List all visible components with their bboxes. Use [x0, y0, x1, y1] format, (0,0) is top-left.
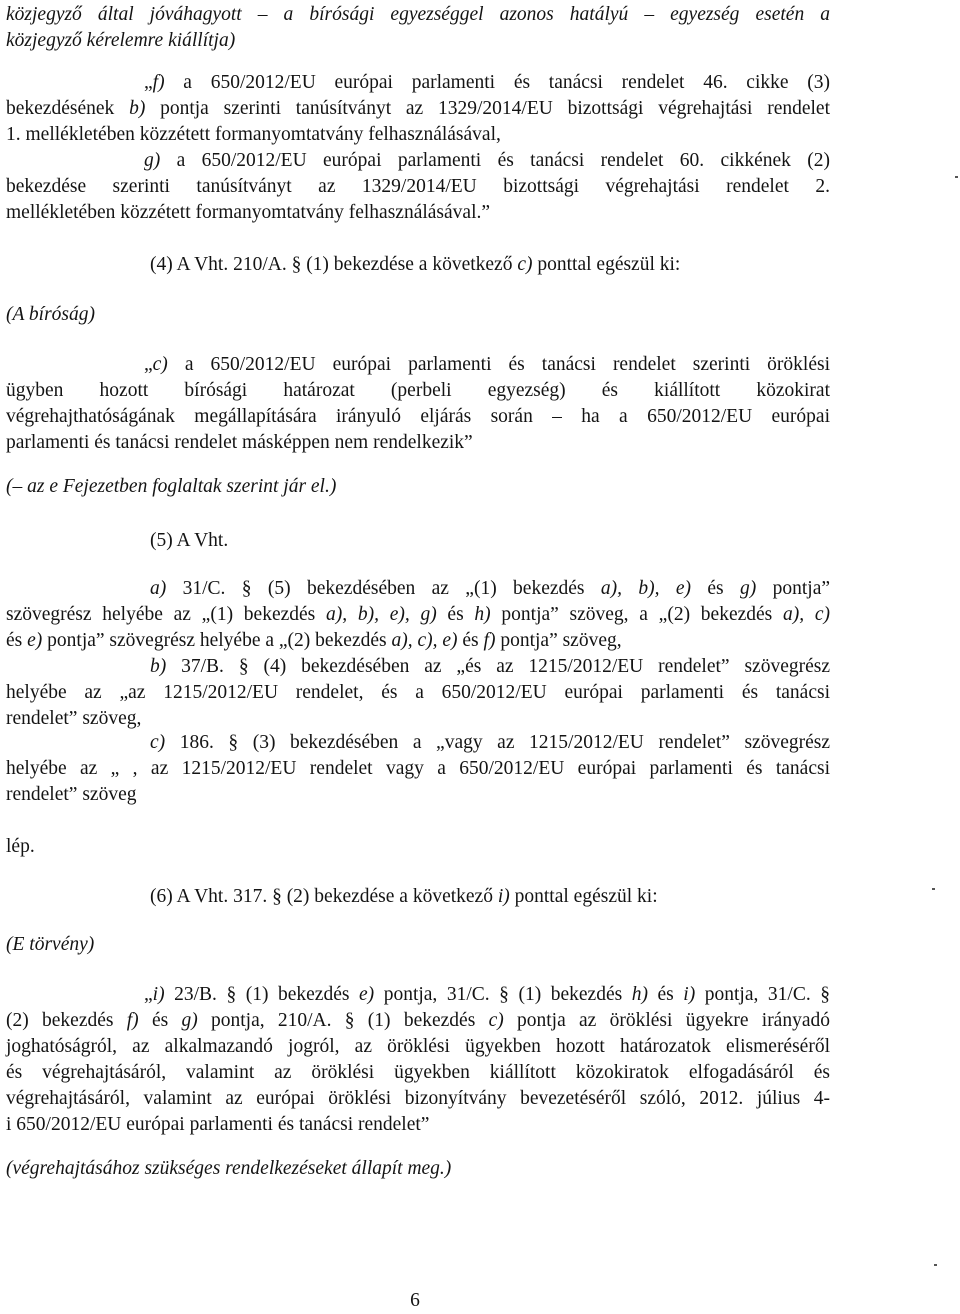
- conjunction: és: [436, 604, 475, 625]
- point-e-ref: e): [27, 630, 43, 651]
- section-4-end: ponttal egészül ki:: [532, 254, 681, 275]
- point-a-text-3: pontja” szövegrész helyébe a „(2) bekezdés: [42, 630, 392, 651]
- point-i-letter: i): [152, 984, 165, 1005]
- point-i-ref: i): [683, 984, 696, 1005]
- point-b-line-1: [6, 654, 830, 680]
- point-f-line-1: [6, 70, 830, 96]
- point-i-paragraph: [6, 982, 830, 1138]
- point-f-text-2a: bekezdésének: [6, 98, 130, 119]
- point-i-text-2c: pontja, 210/A. § (1) bekezdés: [197, 1010, 489, 1031]
- point-i-text-1d: pontja, 31/C. §: [695, 984, 830, 1005]
- point-a-paragraph: [6, 576, 830, 654]
- point-c2-letter: c): [150, 732, 166, 753]
- scan-speck: [932, 888, 935, 890]
- final-note: (végrehajtásához szükséges rendelkezéseket állapít meg.): [6, 1158, 452, 1179]
- point-g-paragraph: [6, 148, 830, 226]
- point-b-ref: b): [129, 98, 146, 119]
- point-c2-paragraph: [6, 730, 830, 808]
- point-i-line-4: és végrehajtásáról, valamint az öröklési ügyekben kiállított közokiratok elfogadásáról és: [6, 1062, 830, 1083]
- section-6-text: (6) A Vht. 317. § (2) bekezdése a következő: [150, 886, 498, 907]
- lep-line: [6, 834, 830, 860]
- section-4-text: (4) A Vht. 210/A. § (1) bekezdése a következő: [150, 254, 518, 275]
- section-5-text: (5) A Vht.: [150, 530, 229, 551]
- point-c2-line-1: [6, 730, 830, 756]
- point-i-ref: i): [497, 886, 510, 907]
- point-i-text-2a: (2) bekezdés: [6, 1010, 127, 1031]
- point-a-text-2b: pontja” szöveg, a „(2) bekezdés: [490, 604, 783, 625]
- point-h-ref: h): [474, 604, 491, 625]
- fejezet-note: (– az e Fejezetben foglaltak szerint jár el.): [6, 476, 337, 497]
- scan-speck: [934, 1264, 937, 1266]
- point-c-ref: c): [488, 1010, 504, 1031]
- point-g-ref: g): [181, 1010, 198, 1031]
- conjunction: és: [691, 578, 740, 599]
- point-c-letter: c): [152, 354, 168, 375]
- scan-speck: [955, 176, 958, 178]
- section-6-end: ponttal egészül ki:: [509, 886, 658, 907]
- point-i-text-1a: 23/B. § (1) bekezdés: [164, 984, 359, 1005]
- page-number: 6: [410, 1290, 420, 1311]
- point-i-line-6: i 650/2012/EU európai parlamenti és tanácsi rendelet”: [6, 1114, 430, 1135]
- point-f-ref: f): [126, 1010, 139, 1031]
- point-i-text-2d: pontja az öröklési ügyekre irányadó: [503, 1010, 830, 1031]
- point-c-line-2: ügyben hozott bírósági határozat (perbeli egyezség) és kiállított közokirat: [6, 380, 830, 401]
- point-e-ref: e): [359, 984, 375, 1005]
- point-a-end-1: pontja”: [756, 578, 831, 599]
- point-g-line-1: [6, 148, 830, 174]
- point-c-text-1: a 650/2012/EU európai parlamenti és tanácsi rendelet szerinti öröklési: [167, 354, 830, 375]
- point-a-letter: a): [150, 578, 167, 599]
- point-c-line-1: [6, 352, 830, 378]
- point-refs: a), c), e): [391, 630, 458, 651]
- point-a-text-1: 31/C. § (5) bekezdésében az „(1) bekezdés: [166, 578, 601, 599]
- point-c-paragraph: [6, 352, 830, 456]
- point-f-paragraph: [6, 70, 830, 148]
- point-refs: a), c): [782, 604, 830, 625]
- point-i-line-1: [6, 982, 830, 1008]
- intro-line-1: közjegyző által jóváhagyott – a bírósági egyezséggel azonos hatályú – egyezség esetén a: [6, 4, 830, 25]
- margin-note-birosag: (A bíróság): [6, 304, 96, 325]
- quote-mark: „: [144, 354, 153, 375]
- point-g-letter: g): [144, 150, 161, 171]
- point-b-paragraph: [6, 654, 830, 732]
- point-c-line-3: végrehajthatóságának megállapítására irányuló eljárás során – ha a 650/2012/EU európai: [6, 406, 830, 427]
- point-g-text-1: a 650/2012/EU európai parlamenti és tanácsi rendelet 60. cikkének (2): [160, 150, 830, 171]
- point-b-line-2: helyébe az „az 1215/2012/EU rendelet, és a 650/2012/EU európai parlamenti és tanácsi: [6, 682, 830, 703]
- section-6-line: [150, 884, 830, 910]
- point-g-ref: g): [740, 578, 757, 599]
- point-i-line-5: végrehajtásáról, valamint az európai öröklési bizonyítvány bevezetéséről szóló, 2012. július 4-: [6, 1088, 830, 1109]
- point-f-line-3: 1. mellékletében közzétett formanyomtatvány felhasználásával,: [6, 124, 501, 145]
- point-a-text-2: szövegrész helyébe az „(1) bekezdés: [6, 604, 326, 625]
- point-b-text-1: 37/B. § (4) bekezdésében az „és az 1215/2012/EU rendelet” szövegrész: [166, 656, 830, 677]
- point-a-line-1: [6, 576, 830, 602]
- point-i-text-1b: pontja, 31/C. § (1) bekezdés: [374, 984, 632, 1005]
- point-h-ref: h): [631, 984, 648, 1005]
- point-a-line-3: [6, 628, 830, 654]
- point-f-text-1: a 650/2012/EU európai parlamenti és tanácsi rendelet 46. cikke (3): [164, 72, 830, 93]
- point-f-line-2: [6, 96, 830, 122]
- conjunction: és: [6, 630, 28, 651]
- point-i-line-2: [6, 1008, 830, 1034]
- point-c2-line-3: rendelet” szöveg: [6, 784, 137, 805]
- point-c2-line-2: helyébe az „ , az 1215/2012/EU rendelet vagy a 650/2012/EU európai parlamenti és tanácsi: [6, 758, 830, 779]
- section-4-heading: [6, 252, 830, 278]
- section-4-line: [150, 252, 830, 278]
- point-a-line-2: [6, 602, 830, 628]
- point-i-line-3: joghatóságról, az alkalmazandó jogról, az öröklési ügyekben hozott határozatok elismeréséről: [6, 1036, 830, 1057]
- point-f-letter: f): [152, 72, 165, 93]
- point-c-ref: c): [517, 254, 533, 275]
- point-refs: a), b), e), g): [326, 604, 437, 625]
- quote-mark: „: [144, 984, 153, 1005]
- intro-line-2: közjegyző kérelemre kiállítja): [6, 30, 236, 51]
- conjunction: és: [138, 1010, 182, 1031]
- intro-paragraph: [6, 2, 830, 54]
- point-c2-text-1: 186. § (3) bekezdésében a „vagy az 1215/2012/EU rendelet” szövegrész: [165, 732, 830, 753]
- point-g-line-3: mellékletében közzétett formanyomtatvány felhasználásával.”: [6, 202, 491, 223]
- point-refs: a), b), e): [600, 578, 692, 599]
- point-f-ref: f): [483, 630, 496, 651]
- margin-note-torveny: (E törvény): [6, 934, 95, 955]
- point-b-line-3: rendelet” szöveg,: [6, 708, 142, 729]
- lep-text: lép.: [6, 836, 35, 857]
- conjunction: és: [647, 984, 684, 1005]
- point-g-line-2: bekezdése szerinti tanúsítványt az 1329/2014/EU bizottsági végrehajtási rendelet 2.: [6, 176, 830, 197]
- point-b-letter: b): [150, 656, 167, 677]
- section-5-heading: [6, 528, 830, 554]
- conjunction: és: [457, 630, 484, 651]
- point-c-line-4: parlamenti és tanácsi rendelet másképpen nem rendelkezik”: [6, 432, 473, 453]
- point-a-end-3: pontja” szöveg,: [495, 630, 622, 651]
- point-f-text-2c: pontja szerinti tanúsítványt az 1329/2014/EU bizottsági végrehajtási rendelet: [145, 98, 830, 119]
- section-6-heading: [6, 884, 830, 910]
- quote-mark: „: [144, 72, 153, 93]
